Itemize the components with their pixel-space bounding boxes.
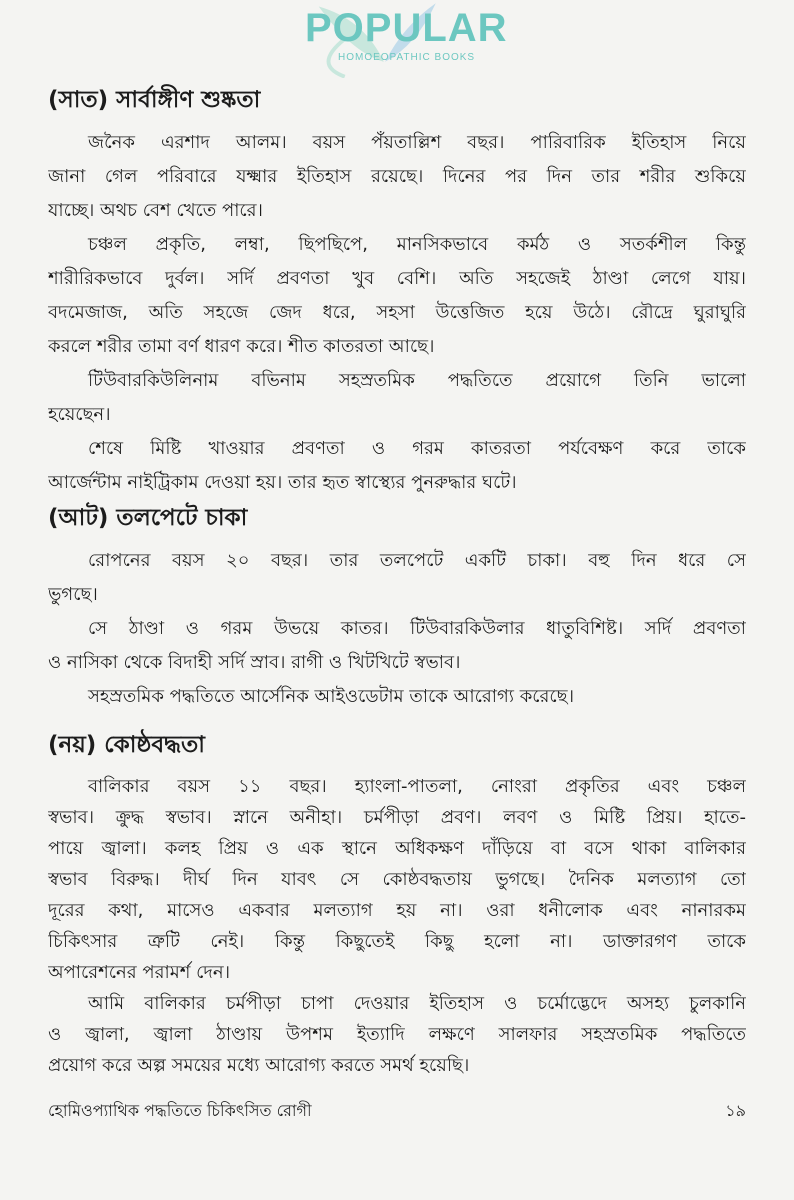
paragraph (48, 228, 746, 364)
text-line: যাচ্ছে। অথচ বেশ খেতে পারে। (48, 200, 263, 221)
text-line: জানা গেল পরিবারে যক্ষ্মার ইতিহাস রয়েছে। দিনের পর দিন তার শরীর শুকিয়ে (48, 166, 746, 187)
page-number: ১৯ (725, 1101, 746, 1120)
book-page (48, 86, 746, 1081)
paragraph (48, 432, 746, 500)
leaf-logo-icon (250, 0, 550, 78)
paragraph (48, 771, 746, 988)
text-line: জনৈক এরশাদ আলম। বয়স পঁয়তাল্লিশ বছর। পারিবারিক ইতিহাস নিয়ে (88, 132, 746, 153)
text-line: আর্জেন্টাম নাইট্রিকাম দেওয়া হয়। তার হৃত স্বাস্থ্যের পুনরুদ্ধার ঘটে। (48, 472, 517, 493)
page-footer (48, 1100, 746, 1122)
text-line: চঞ্চল প্রকৃতি, লম্বা, ছিপছিপে, মানসিকভাবে কর্মঠ ও সতর্কশীল কিন্তু (88, 234, 746, 255)
case-section (48, 86, 746, 500)
text-line: ও নাসিকা থেকে বিদাহী সর্দি স্রাব। রাগী ও খিটখিটে স্বভাব। (48, 652, 461, 673)
text-line: পায়ে জ্বালা। কলহ প্রিয় ও এক স্থানে অধিকক্ষণ দাঁড়িয়ে বা বসে থাকা বালিকার (48, 838, 746, 859)
running-title: হোমিওপ্যাথিক পদ্ধতিতে চিকিৎসিত রোগী (48, 1101, 312, 1120)
paragraph (48, 364, 746, 432)
text-line: শেষে মিষ্টি খাওয়ার প্রবণতা ও গরম কাতরতা পর্যবেক্ষণ করে তাকে (88, 438, 746, 459)
case-section (48, 504, 746, 714)
text-line: ও জ্বালা, জ্বালা ঠাণ্ডায় উপশম ইত্যাদি লক্ষণে সালফার সহস্রতমিক পদ্ধতিতে (48, 1024, 746, 1045)
paragraph (48, 612, 746, 680)
text-line: হয়েছেন। (48, 404, 111, 425)
text-line: ভুগছে। (48, 584, 98, 605)
text-line: টিউবারকিউলিনাম বভিনাম সহস্রতমিক পদ্ধতিতে প্রয়োগে তিনি ভালো (88, 370, 746, 391)
text-line: প্রয়োগ করে অল্প সময়ের মধ্যে আরোগ্য করতে সমর্থ হয়েছি। (48, 1055, 470, 1076)
paragraph (48, 680, 746, 714)
text-line: বদমেজাজ, অতি সহজে জেদ ধরে, সহসা উত্তেজিত হয়ে উঠে। রৌদ্রে ঘুরাঘুরি (48, 302, 746, 323)
text-line: করলে শরীর তামা বর্ণ ধারণ করে। শীত কাতরতা আছে। (48, 336, 435, 357)
text-line: শারীরিকভাবে দুর্বল। সর্দি প্রবণতা খুব বেশি। অতি সহজেই ঠাণ্ডা লেগে যায়। (48, 268, 746, 289)
text-line: দূরের কথা, মাসেও একবার মলত্যাগ হয় না। ওরা ধনীলোক এবং নানারকম (48, 900, 746, 921)
text-line: চিকিৎসার ত্রুটি নেই। কিন্তু কিছুতেই কিছু হলো না। ডাক্তারগণ তাকে (48, 931, 746, 952)
text-line: সহস্রতমিক পদ্ধতিতে আর্সেনিক আইওডেটাম তাকে আরোগ্য করেছে। (88, 686, 575, 707)
text-line: স্বভাব। ক্রুদ্ধ স্বভাব। স্নানে অনীহা। চর্মপীড়া প্রবণ। লবণ ও মিষ্টি প্রিয়। হাতে- (48, 807, 746, 828)
watermark-logo (250, 0, 550, 78)
watermark-tagline: HOMOEOPATHIC BOOKS (338, 52, 476, 63)
section-heading: (সাত) সার্বাঙ্গীণ শুষ্কতা (48, 87, 261, 113)
text-line: সে ঠাণ্ডা ও গরম উভয়ে কাতর। টিউবারকিউলার ধাতুবিশিষ্ট। সর্দি প্রবণতা (88, 618, 746, 639)
paragraph (48, 544, 746, 612)
text-line: রোপনের বয়স ২০ বছর। তার তলপেটে একটি চাকা। বহু দিন ধরে সে (88, 550, 746, 571)
text-line: অপারেশনের পরামর্শ দেন। (48, 962, 231, 983)
text-line: স্বভাব বিরুদ্ধ। দীর্ঘ দিন যাবৎ সে কোষ্ঠবদ্ধতায় ভুগছে। দৈনিক মলত্যাগ তো (48, 869, 746, 890)
section-heading: (নয়) কোষ্ঠবদ্ধতা (48, 732, 205, 758)
section-heading: (আট) তলপেটে চাকা (48, 505, 248, 531)
watermark-brand: POPULAR (305, 6, 508, 50)
paragraph (48, 988, 746, 1081)
text-line: আমি বালিকার চর্মপীড়া চাপা দেওয়ার ইতিহাস ও চর্মোদ্ভেদে অসহ্য চুলকানি (88, 993, 746, 1014)
text-line: বালিকার বয়স ১১ বছর। হ্যাংলা-পাতলা, নোংরা প্রকৃতির এবং চঞ্চল (88, 776, 746, 797)
paragraph (48, 126, 746, 228)
case-section (48, 731, 746, 1081)
